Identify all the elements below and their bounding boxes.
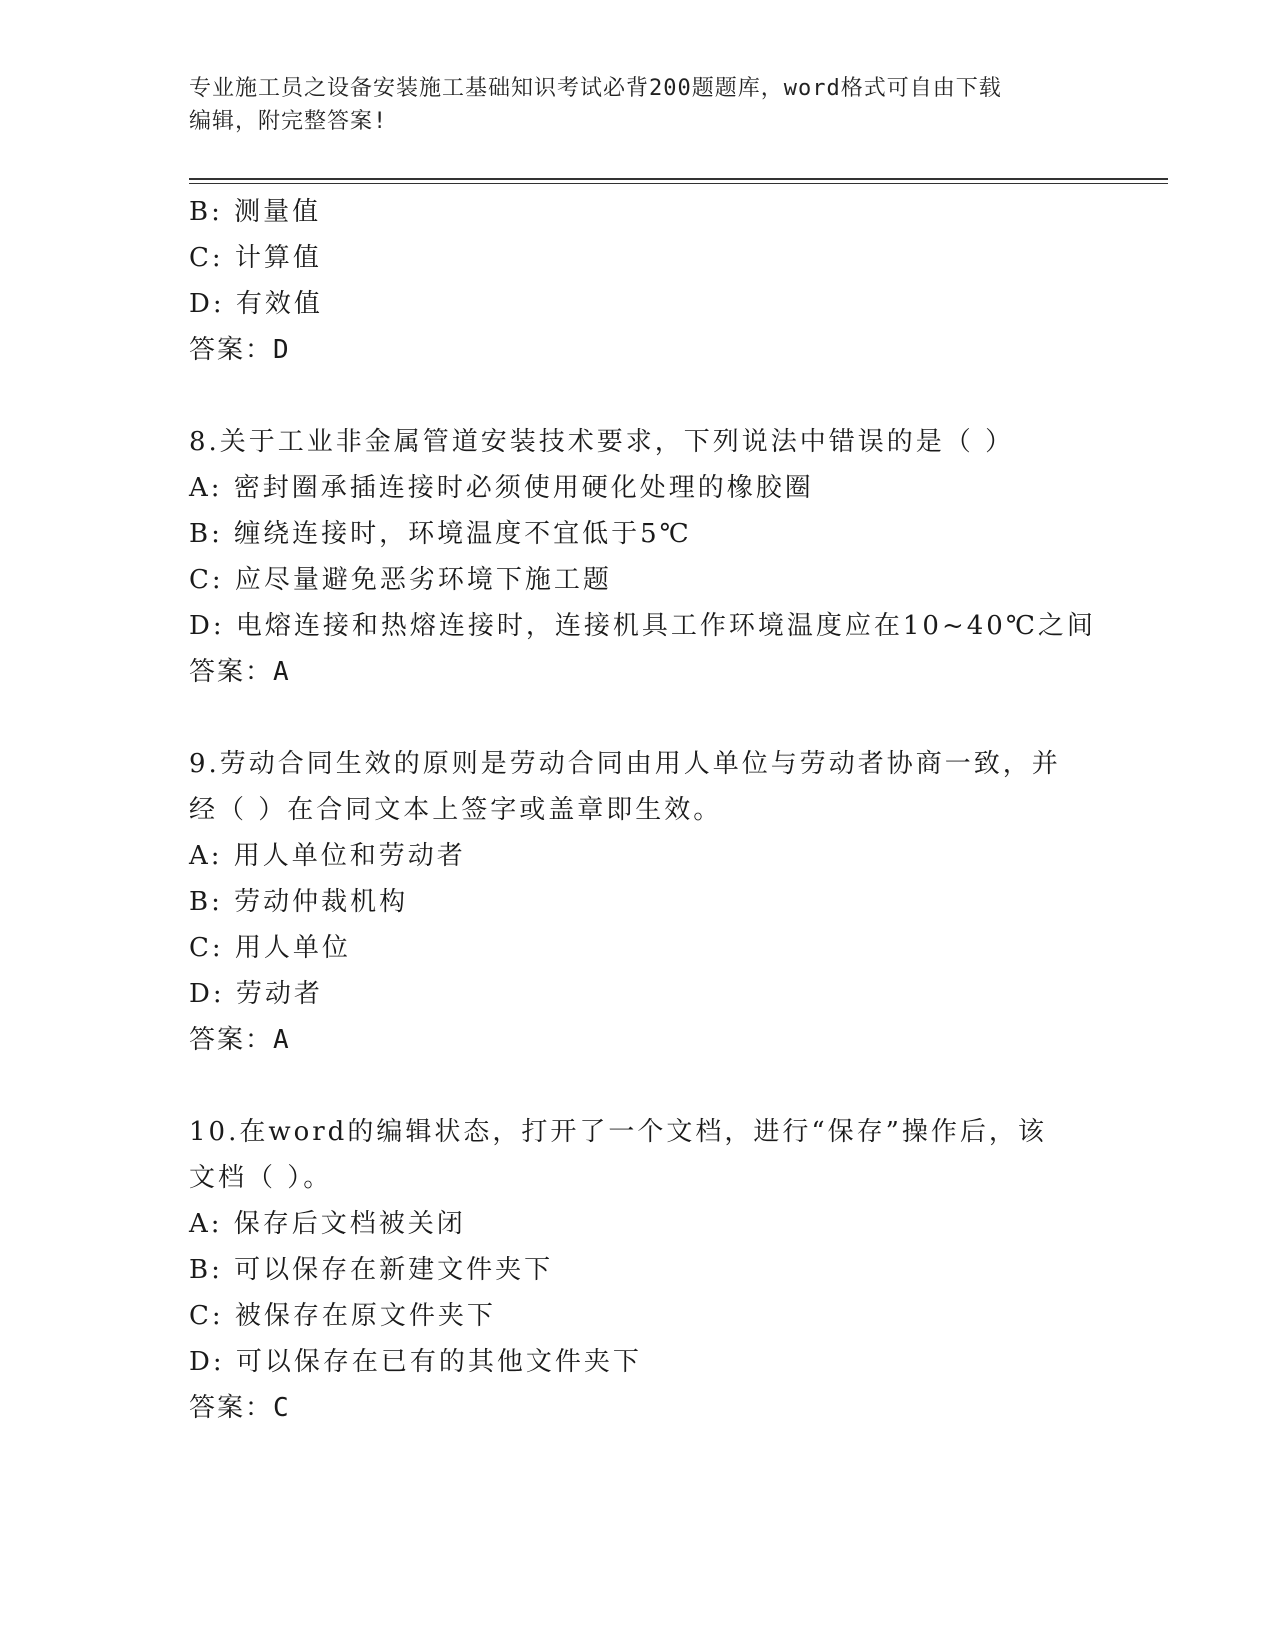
option-a: A: 用人单位和劳动者: [189, 841, 466, 871]
option-b: B: 测量值: [189, 197, 322, 227]
header-title-line-2: 编辑，附完整答案!: [189, 109, 388, 134]
header-title-line-1: 专业施工员之设备安装施工基础知识考试必背200题题库，word格式可自由下载: [189, 76, 1002, 101]
option-d: D: 可以保存在已有的其他文件夹下: [189, 1347, 642, 1377]
option-d: D: 电熔连接和热熔连接时，连接机具工作环境温度应在10~40℃之间: [189, 611, 1096, 641]
page-header: [189, 72, 1069, 138]
option-c: C: 计算值: [189, 243, 322, 273]
option-b: B: 可以保存在新建文件夹下: [189, 1255, 554, 1285]
option-d: D: 有效值: [189, 289, 323, 319]
answer-line: 答案：C: [189, 1393, 291, 1423]
answer-line: 答案：A: [189, 657, 291, 687]
question-stem: 10.在word的编辑状态，打开了一个文档，进行“保存”操作后，该文档（ ）。: [189, 1117, 1047, 1193]
option-b: B: 劳动仲裁机构: [189, 887, 409, 917]
spacer: [189, 695, 1089, 741]
option-a: A: 保存后文档被关闭: [189, 1209, 466, 1239]
option-c: C: 应尽量避免恶劣环境下施工题: [189, 565, 612, 595]
question-list: [189, 189, 1096, 1431]
spacer: [189, 373, 1089, 419]
answer-line: 答案：A: [189, 1025, 291, 1055]
question-stem: 8.关于工业非金属管道安装技术要求，下列说法中错误的是（ ）: [189, 427, 1015, 457]
option-a: A: 密封圈承插连接时必须使用硬化处理的橡胶圈: [189, 473, 814, 503]
question-9: [189, 741, 1089, 1063]
question-8: [189, 419, 1096, 695]
option-b: B: 缠绕连接时，环境温度不宜低于5℃: [189, 519, 692, 549]
option-c: C: 用人单位: [189, 933, 351, 963]
question-10: [189, 1109, 1089, 1431]
option-d: D: 劳动者: [189, 979, 323, 1009]
question-7-continued: [189, 189, 1089, 373]
question-stem: 9.劳动合同生效的原则是劳动合同由用人单位与劳动者协商一致，并经（ ）在合同文本上签字或盖章即生效。: [189, 749, 1061, 825]
spacer: [189, 1063, 1089, 1109]
header-divider-thin: [189, 183, 1168, 184]
option-c: C: 被保存在原文件夹下: [189, 1301, 496, 1331]
header-divider-thick: [189, 178, 1168, 180]
answer-line: 答案：D: [189, 335, 291, 365]
